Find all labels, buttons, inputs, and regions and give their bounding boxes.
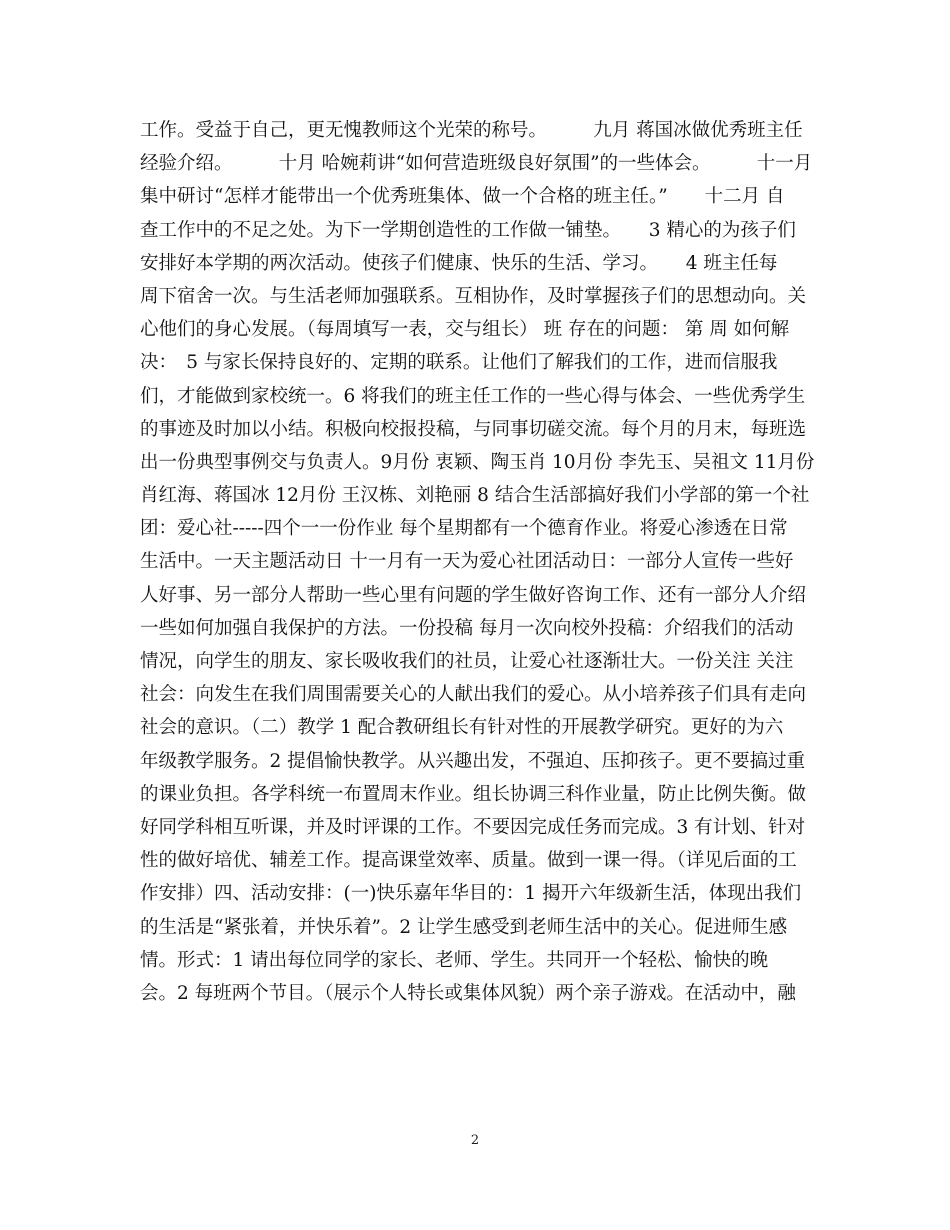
text-line: 的生活是“紧张着，并快乐着”。2 让学生感受到老师生活中的关心。促进师生感 [140,916,788,938]
body-text [140,114,840,1010]
text-line: 性的做好培优、辅差工作。提高课堂效率、质量。做到一课一得。（详见后面的工 [140,850,797,872]
text-line: 一些如何加强自我保护的方法。一份投稿 每月一次向校外投稿：介绍我们的活动 [140,617,794,639]
text-line: 作安排）四、活动安排：(一)快乐嘉年华目的：1 揭开六年级新生活，体现出我们 [140,883,802,905]
text-line: 集中研讨“怎样才能带出一个优秀班集体、做一个合格的班主任。” 十二月 自 [140,186,785,208]
text-line: 社会：向发生在我们周围需要关心的人献出我们的爱心。从小培养孩子们具有走向 [140,684,807,706]
text-line: 安排好本学期的两次活动。使孩子们健康、快乐的生活、学习。 4 班主任每 [140,252,778,274]
text-line: 经验介绍。 十月 哈婉莉讲“如何营造班级良好氛围”的一些体会。 十一月 [140,153,813,175]
text-line: 工作。受益于自己，更无愧教师这个光荣的称号。 九月 蒋国冰做优秀班主任 [140,120,803,141]
text-line: 肖红海、蒋国冰 12月份 王汉栋、刘艳丽 8 结合生活部搞好我们小学部的第一个社 [140,485,810,507]
text-line: 团：爱心社-----四个一一份作业 每个星期都有一个德育作业。将爱心渗透在日常 [140,518,788,540]
text-line: 社会的意识。（二）教学 1 配合教研组长有针对性的开展教学研究。更好的为六 [140,717,784,739]
text-line: 决： 5 与家长保持良好的、定期的联系。让他们了解我们的工作，进而信服我 [140,352,778,374]
text-line: 人好事、另一部分人帮助一些心里有问题的学生做好咨询工作、还有一部分人介绍 [140,584,807,606]
text-line: 会。2 每班两个节目。（展示个人特长或集体风貌）两个亲子游戏。在活动中，融 [140,982,796,1004]
text-line: 情。形式：1 请出每位同学的家长、老师、学生。共同开一个轻松、愉快的晚 [140,949,769,971]
page-number: 2 [470,1133,480,1148]
text-line: 出一份典型事例交与负责人。9月份 衷颖、陶玉肖 10月份 李先玉、吴祖文 11月份 [140,451,815,473]
text-line: 们，才能做到家校统一。6 将我们的班主任工作的一些心得与体会、一些优秀学生 [140,385,806,407]
text-line: 生活中。一天主题活动日 十一月有一天为爱心社团活动日：一部分人宣传一些好 [140,551,794,573]
text-line: 的事迹及时加以小结。积极向校报投稿，与同事切磋交流。每个月的月末，每班选 [140,418,807,440]
text-line: 周下宿舍一次。与生活老师加强联系。互相协作，及时掌握孩子们的思想动向。关 [140,285,807,307]
text-line: 年级教学服务。2 提倡愉快教学。从兴趣出发，不强迫、压抑孩子。更不要搞过重 [140,750,806,772]
text-line: 好同学科相互听课，并及时评课的工作。不要因完成任务而完成。3 有计划、针对 [140,816,806,838]
text-line: 心他们的身心发展。（每周填写一表，交与组长） 班 存在的问题： 第 周 如何解 [140,319,790,341]
text-line: 情况，向学生的朋友、家长吸收我们的社员，让爱心社逐渐壮大。一份关注 关注 [140,651,794,672]
text-line: 的课业负担。各学科统一布置周末作业。组长协调三科作业量，防止比例失衡。做 [140,783,807,805]
text-line: 查工作中的不足之处。为下一学期创造性的工作做一铺垫。 3 精心的为孩子们 [140,219,796,241]
